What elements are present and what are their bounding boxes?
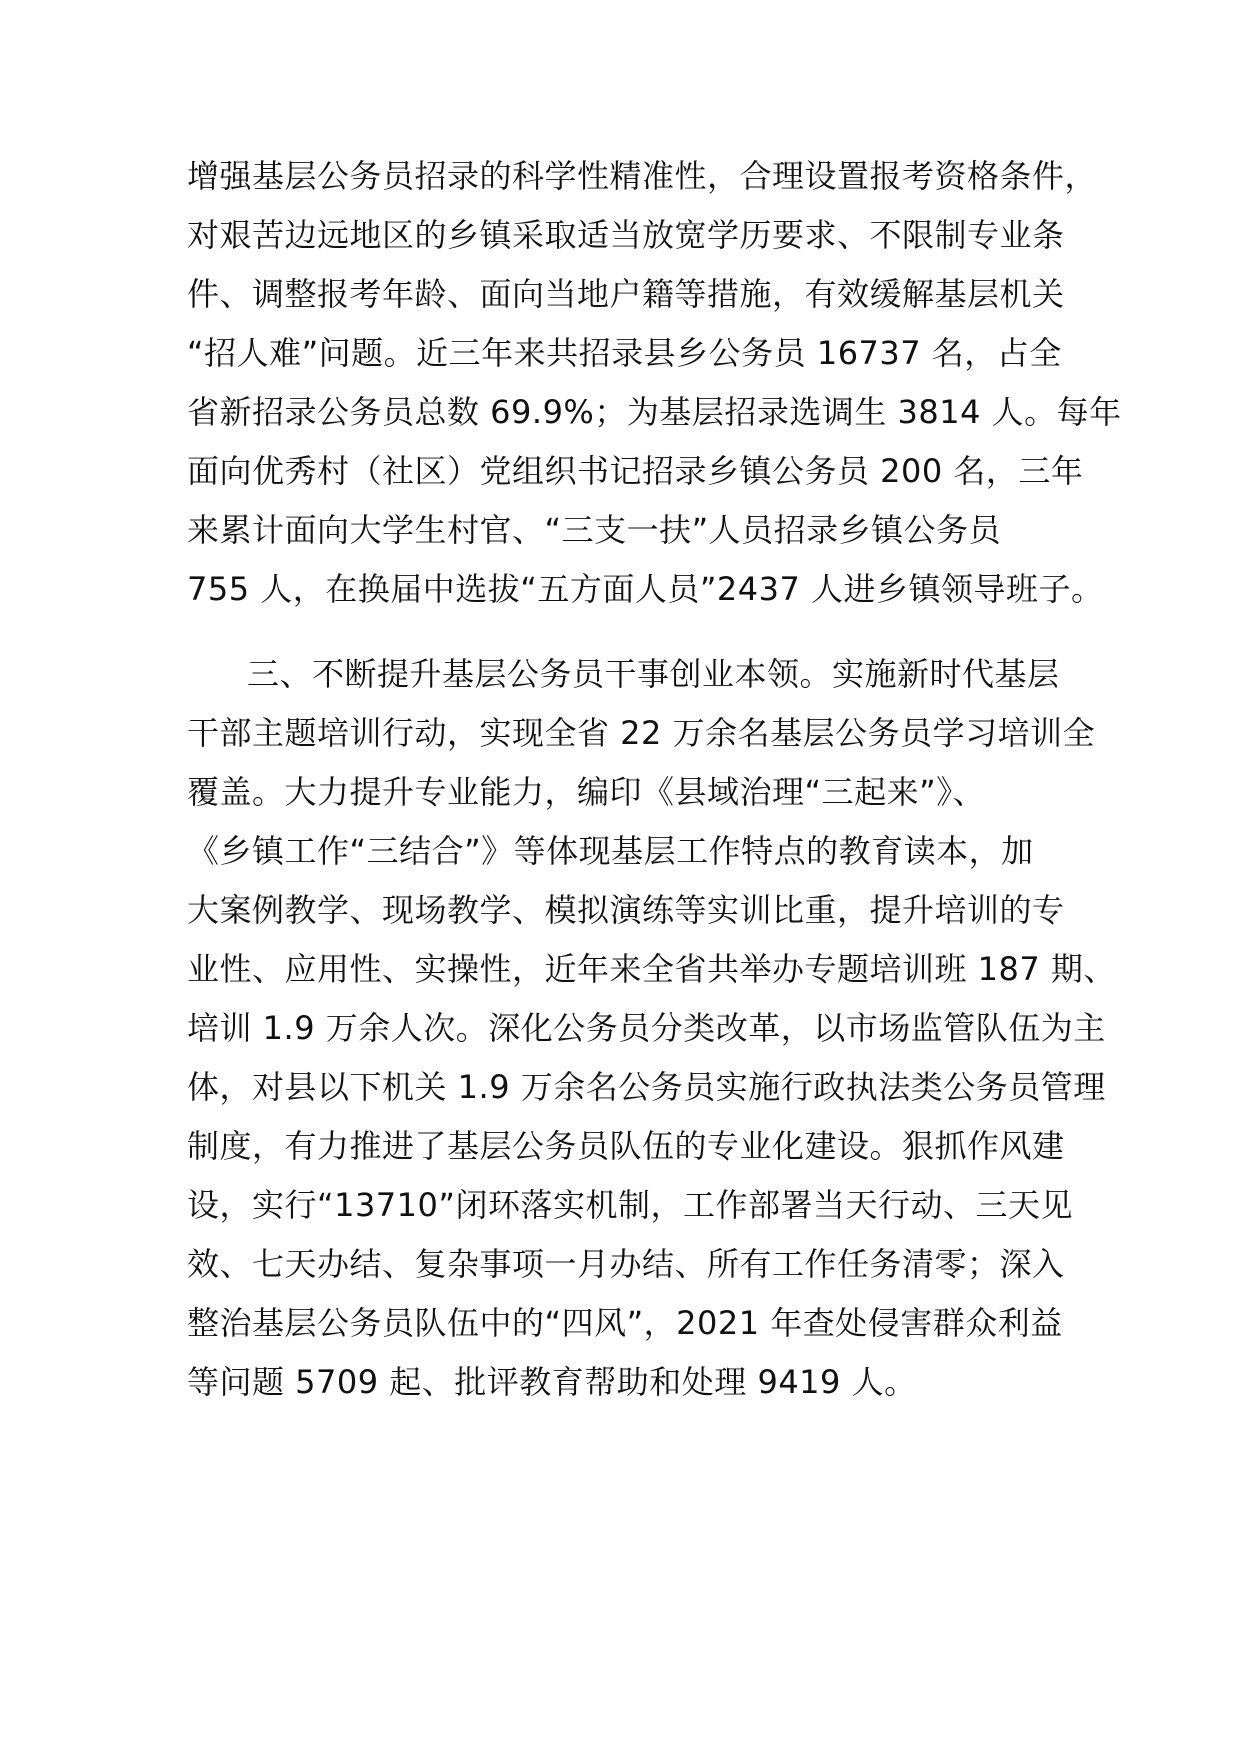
paragraph-2-line-6: 业性、应用性、实操性，近年来全省共举办专题培训班 187 期、 <box>187 950 1116 988</box>
paragraph-1-line-8: 755 人，在换届中选拔“五方面人员”2437 人进乡镇领导班子。 <box>187 570 1104 608</box>
paragraph-1-line-2: 对艰苦边远地区的乡镇采取适当放宽学历要求、不限制专业条 <box>187 216 1065 254</box>
paragraph-2-line-4: 《乡镇工作“三结合”》等体现基层工作特点的教育读本，加 <box>187 832 1034 870</box>
paragraph-2-line-5: 大案例教学、现场教学、模拟演练等实训比重，提升培训的专 <box>187 891 1065 929</box>
paragraph-2-line-11: 效、七天办结、复杂事项一月办结、所有工作任务清零；深入 <box>187 1245 1065 1283</box>
paragraph-2-line-13: 等问题 5709 起、批评教育帮助和处理 9419 人。 <box>187 1363 917 1401</box>
paragraph-2-line-2: 干部主题培训行动，实现全省 22 万余名基层公务员学习培训全 <box>187 714 1096 752</box>
paragraph-2-line-7: 培训 1.9 万余人次。深化公务员分类改革，以市场监管队伍为主 <box>187 1009 1106 1047</box>
paragraph-1-line-1: 增强基层公务员招录的科学性精准性，合理设置报考资格条件， <box>187 157 1098 195</box>
paragraph-1-line-4: “招人难”问题。近三年来共招录县乡公务员 16737 名，占全 <box>187 334 1062 372</box>
paragraph-1-line-7: 来累计面向大学生村官、“三支一扶”人员招录乡镇公务员 <box>187 511 1002 549</box>
paragraph-2-line-8: 体，对县以下机关 1.9 万余名公务员实施行政执法类公务员管理 <box>187 1068 1106 1106</box>
paragraph-1-line-6: 面向优秀村（社区）党组织书记招录乡镇公务员 200 名，三年 <box>187 452 1084 490</box>
paragraph-2-line-12: 整治基层公务员队伍中的“四风”，2021 年查处侵害群众利益 <box>187 1304 1063 1342</box>
paragraph-2-line-1: 三、不断提升基层公务员干事创业本领。实施新时代基层 <box>247 655 1060 693</box>
paragraph-1-line-5: 省新招录公务员总数 69.9%；为基层招录选调生 3814 人。每年 <box>187 393 1122 431</box>
paragraph-2-line-10: 设，实行“13710”闭环落实机制，工作部署当天行动、三天见 <box>187 1186 1073 1224</box>
paragraph-2-line-3: 覆盖。大力提升专业能力，编印《县域治理“三起来”》、 <box>187 773 986 811</box>
paragraph-1-line-3: 件、调整报考年龄、面向当地户籍等措施，有效缓解基层机关 <box>187 275 1065 313</box>
paragraph-2-line-9: 制度，有力推进了基层公务员队伍的专业化建设。狠抓作风建 <box>187 1127 1065 1165</box>
